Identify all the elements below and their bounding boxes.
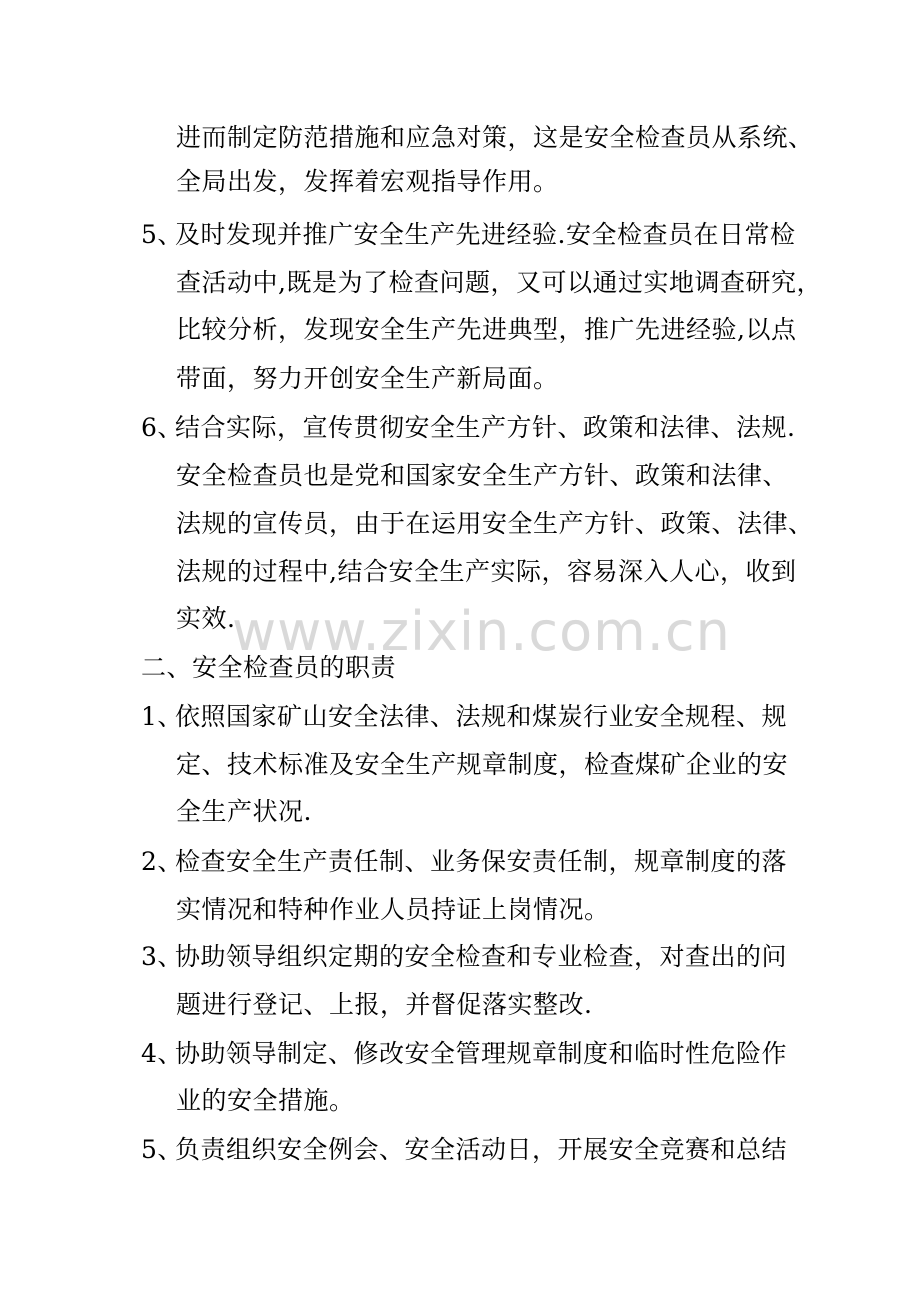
- line-text: 比较分析，发现安全生产先进典型，推广先进经验,以点: [176, 315, 797, 344]
- line-text: 法规的宣传员，由于在运用安全生产方针、政策、法律、: [176, 509, 814, 538]
- line-text: 结合实际，宣传贯彻安全生产方针、政策和法律、法规.: [175, 413, 796, 442]
- line-text: 题进行登记、上报，并督促落实整改.: [176, 990, 593, 1019]
- text-line: [176, 557, 796, 587]
- line-text: 协助领导组织定期的安全检查和专业检查，对查出的问: [175, 942, 788, 971]
- line-text: 检查安全生产责任制、业务保安责任制，规章制度的落: [175, 847, 788, 876]
- line-text: 进而制定防范措施和应急对策，这是安全检查员从系统、: [176, 123, 814, 152]
- text-line: [176, 895, 610, 925]
- list-number: 6、: [141, 413, 183, 442]
- text-line: [176, 750, 788, 780]
- line-text: 带面，努力开创安全生产新局面。: [176, 364, 559, 393]
- text-line: [141, 220, 795, 250]
- line-text: 全生产状况.: [176, 797, 312, 826]
- line-text: 协助领导制定、修改安全管理规章制度和临时性危险作: [175, 1039, 788, 1068]
- text-line: [141, 1135, 787, 1165]
- text-line: [176, 509, 814, 539]
- list-number: 1、: [141, 702, 183, 731]
- list-number: 3、: [141, 942, 183, 971]
- text-line: [141, 942, 787, 972]
- line-text: 实情况和特种作业人员持证上岗情况。: [176, 895, 610, 924]
- list-number: 2、: [141, 847, 183, 876]
- line-text: 安全检查员也是党和国家安全生产方针、政策和法律、: [176, 461, 789, 490]
- text-line: [176, 1086, 355, 1116]
- text-line: [176, 461, 788, 491]
- text-line: [176, 364, 559, 394]
- text-line: [176, 604, 235, 634]
- text-line: [176, 167, 559, 197]
- line-text: 实效.: [176, 604, 236, 633]
- line-text: 及时发现并推广安全生产先进经验.安全检查员在日常检: [175, 220, 796, 249]
- list-number: 5、: [141, 1135, 183, 1164]
- line-text: 查活动中,既是为了检查问题，又可以通过实地调查研究，: [176, 268, 822, 297]
- text-line: [141, 847, 787, 877]
- line-text: 依照国家矿山安全法律、法规和煤炭行业安全规程、规: [175, 702, 788, 731]
- list-number: 5、: [141, 220, 183, 249]
- text-line: [176, 268, 822, 298]
- text-line: [176, 315, 796, 345]
- line-text: 业的安全措施。: [176, 1086, 355, 1115]
- text-line: [141, 413, 795, 443]
- line-text: 负责组织安全例会、安全活动日，开展安全竞赛和总结: [175, 1135, 788, 1164]
- watermark: www.zixin.com.cn: [232, 600, 731, 663]
- line-text: 法规的过程中,结合安全生产实际，容易深入人心，收到: [176, 557, 797, 586]
- text-line: [176, 797, 312, 827]
- line-text: 定、技术标准及安全生产规章制度，检查煤矿企业的安: [176, 750, 789, 779]
- list-number: 4、: [141, 1039, 183, 1068]
- text-line: [176, 123, 814, 153]
- section-heading: 二、安全检查员的职责: [141, 653, 397, 682]
- text-line: [141, 702, 787, 732]
- text-line: [141, 1039, 787, 1069]
- text-line: [176, 990, 592, 1020]
- line-text: 全局出发，发挥着宏观指导作用。: [176, 167, 559, 196]
